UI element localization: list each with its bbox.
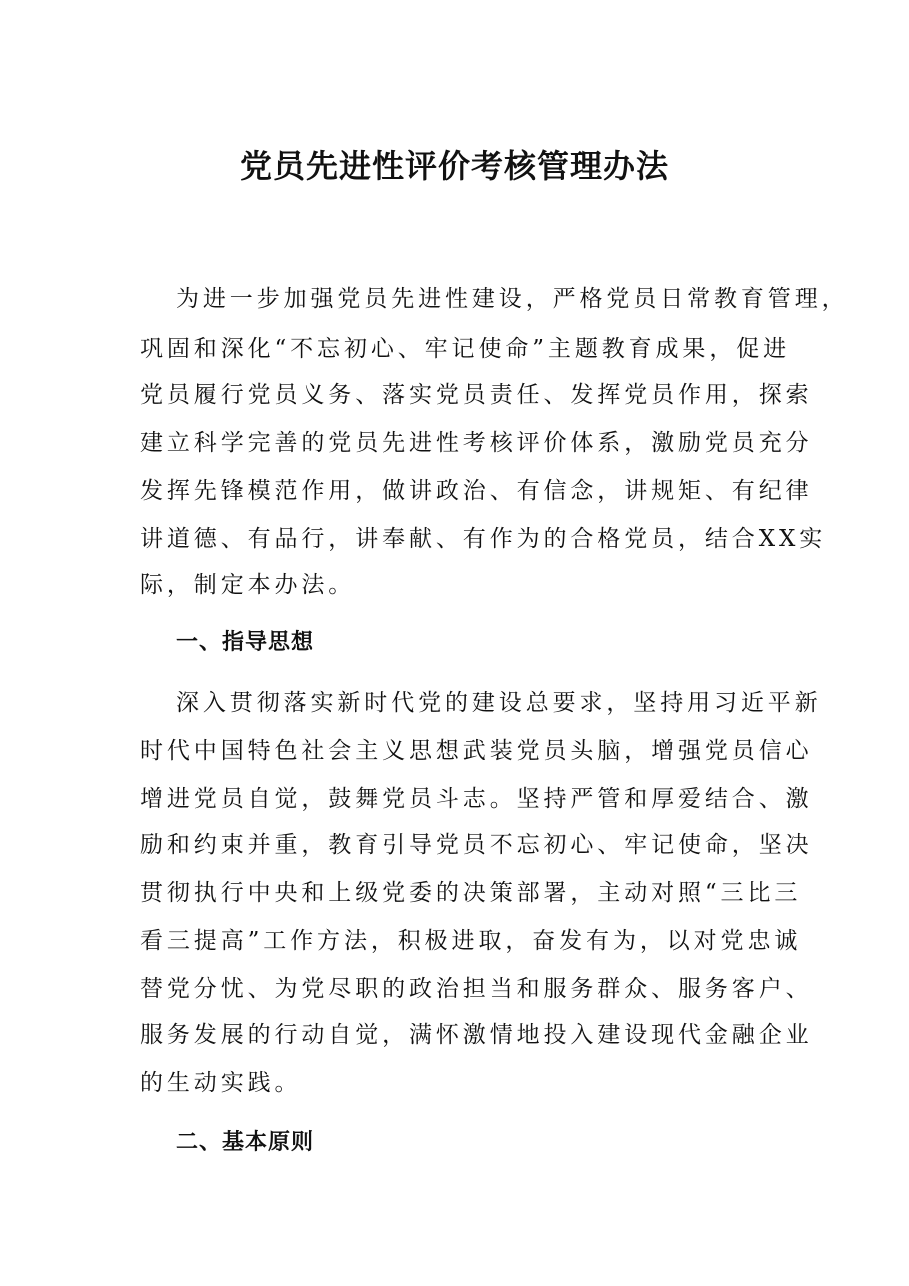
- document-title: 党员先进性评价考核管理办法: [239, 147, 669, 185]
- section-heading-guiding-ideology: 一、指导思想: [176, 630, 315, 655]
- intro-line-3: 党员履行党员义务、落实党员责任、发挥党员作用，探索: [140, 382, 813, 408]
- intro-line-2: 巩固和深化“不忘初心、牢记使命”主题教育成果，促进: [140, 336, 791, 362]
- section1-line-1: 深入贯彻落实新时代党的建设总要求，坚持用习近平新: [176, 690, 822, 716]
- section1-line-8: 服务发展的行动自觉，满怀激情地投入建设现代金融企业: [140, 1022, 813, 1048]
- intro-line-5: 发挥先锋模范作用，做讲政治、有信念，讲规矩、有纪律: [140, 478, 813, 504]
- intro-line-6: 讲道德、有品行，讲奉献、有作为的合格党员，结合XX实: [140, 526, 827, 552]
- intro-line-4: 建立科学完善的党员先进性考核评价体系，激励党员充分: [140, 430, 813, 456]
- section1-line-6: 看三提高”工作方法，积极进取，奋发有为，以对党忠诚: [140, 928, 802, 954]
- intro-line-1: 为进一步加强党员先进性建设，严格党员日常教育管理，: [176, 286, 849, 312]
- section1-line-4: 励和约束并重，教育引导党员不忘初心、牢记使命，坚决: [140, 832, 813, 858]
- section1-line-5: 贯彻执行中央和上级党委的决策部署，主动对照“三比三: [140, 880, 802, 906]
- section1-line-7: 替党分忧、为党尽职的政治担当和服务群众、服务客户、: [140, 976, 813, 1002]
- section1-line-3: 增进党员自觉，鼓舞党员斗志。坚持严管和厚爱结合、激: [140, 786, 813, 812]
- section-heading-basic-principles: 二、基本原则: [176, 1130, 315, 1155]
- section1-line-9: 的生动实践。: [140, 1070, 302, 1096]
- intro-line-7: 际，制定本办法。: [140, 572, 356, 598]
- section1-line-2: 时代中国特色社会主义思想武装党员头脑，增强党员信心: [140, 738, 813, 764]
